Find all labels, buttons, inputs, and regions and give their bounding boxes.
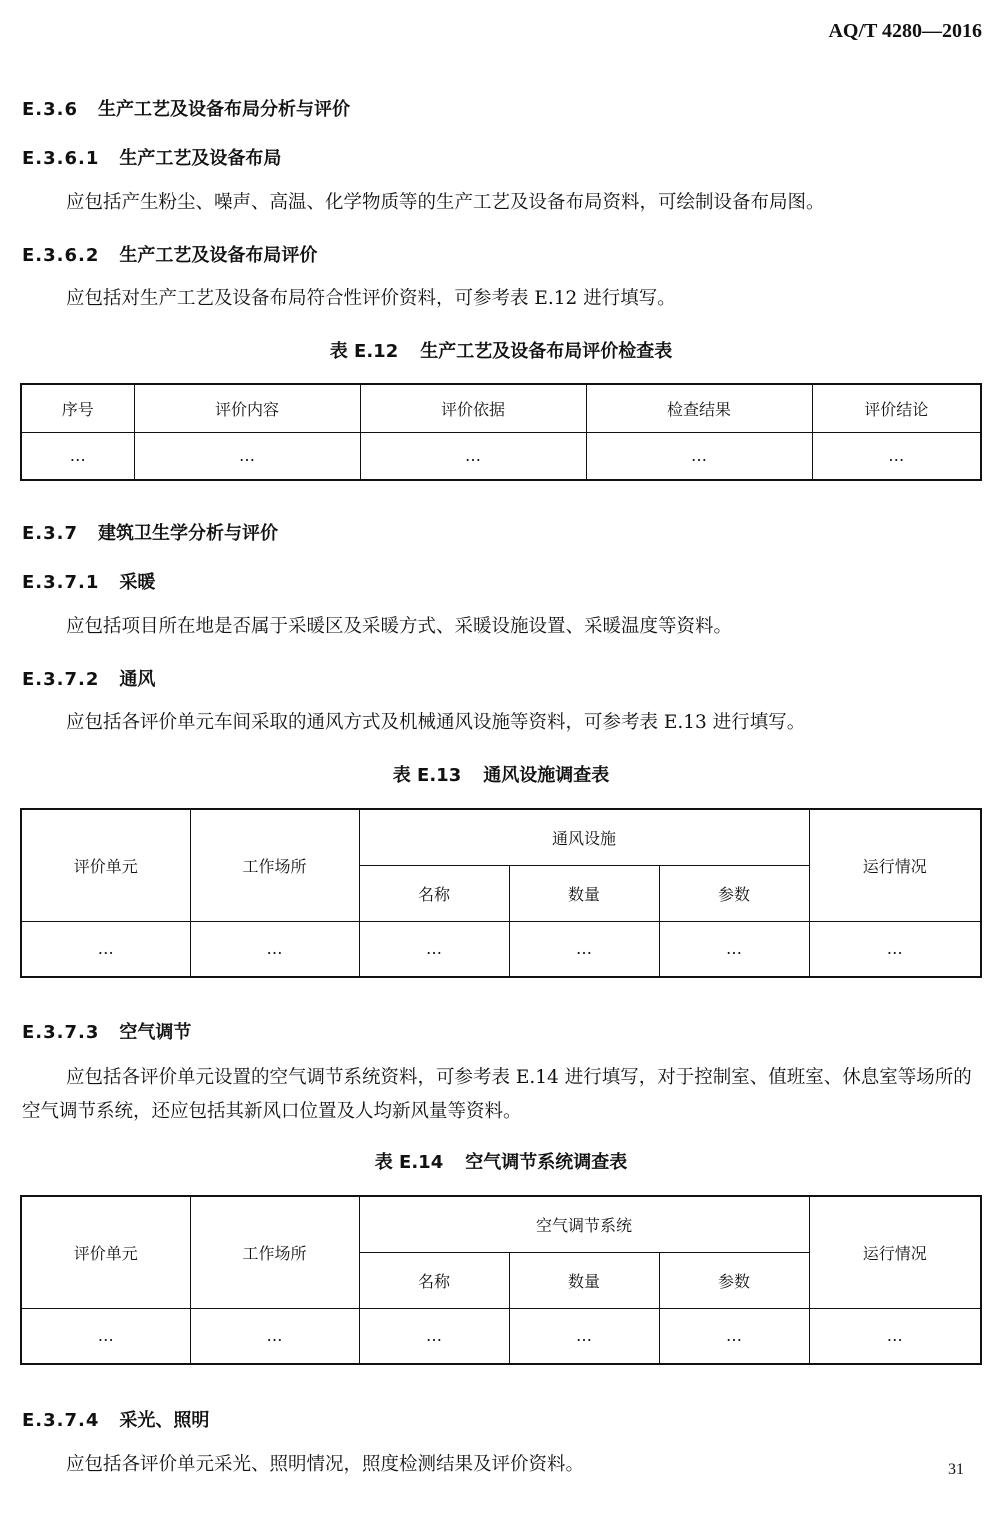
table-cell: …: [659, 921, 809, 977]
header-cell: 工作场所: [190, 1196, 359, 1308]
section-title: 建筑卫生学分析与评价: [98, 523, 279, 544]
header-cell: 评价结论: [812, 384, 981, 432]
section-number: E.3.6.1: [22, 148, 100, 169]
paragraph-e374: 应包括各评价单元采光、照明情况，照度检测结果及评价资料。: [66, 1454, 585, 1475]
header-cell: 空气调节系统: [359, 1196, 809, 1252]
table-number: 表 E.12: [329, 341, 399, 362]
header-cell: 通风设施: [359, 809, 809, 865]
section-heading-e361: [22, 144, 281, 170]
header-cell: 参数: [659, 1252, 809, 1308]
paragraph-e372: 应包括各评价单元车间采取的通风方式及机械通风设施等资料，可参考表 E.13 进行填写。: [66, 712, 806, 733]
section-heading-e374: [22, 1406, 209, 1432]
header-cell: 评价依据: [360, 384, 586, 432]
table-header-row: [21, 809, 981, 865]
section-number: E.3.7.4: [22, 1410, 100, 1431]
table-caption-e14: [0, 1148, 1002, 1174]
section-heading-e371: [22, 568, 155, 594]
table-row: [21, 921, 981, 977]
table-title: 通风设施调查表: [483, 765, 610, 786]
paragraph-e373: 应包括各评价单元设置的空气调节系统资料，可参考表 E.14 进行填写，对于控制室、值班室、休息室等场所的空气调节系统，还应包括其新风口位置及人均新风量等资料。: [22, 1067, 972, 1122]
section-heading-e37: [22, 519, 278, 545]
table-number: 表 E.13: [392, 765, 462, 786]
section-title: 生产工艺及设备布局: [119, 148, 282, 169]
paragraph-e362: 应包括对生产工艺及设备布局符合性评价资料，可参考表 E.12 进行填写。: [66, 288, 676, 309]
table-number: 表 E.14: [374, 1152, 444, 1173]
table-header-row: [21, 1196, 981, 1252]
table-caption-e12: [0, 337, 1002, 363]
table-cell: …: [812, 432, 981, 480]
table-row: [21, 1308, 981, 1364]
section-heading-e373: [22, 1018, 191, 1044]
table-header-row: [21, 384, 981, 432]
table-cell: …: [586, 432, 812, 480]
section-number: E.3.6: [22, 99, 79, 120]
table-e14: [20, 1195, 982, 1365]
table-e13: [20, 808, 982, 978]
table-cell: …: [359, 921, 509, 977]
table-cell: …: [359, 1308, 509, 1364]
table-cell: …: [509, 921, 659, 977]
table-cell: …: [809, 1308, 981, 1364]
section-title: 空气调节: [119, 1022, 192, 1043]
section-heading-e36: [22, 95, 350, 121]
table-caption-e13: [0, 761, 1002, 787]
table-cell: …: [360, 432, 586, 480]
table-cell: …: [21, 1308, 190, 1364]
table-title: 生产工艺及设备布局评价检查表: [420, 341, 673, 362]
header-cell: 数量: [509, 1252, 659, 1308]
section-heading-e362: [22, 241, 317, 267]
header-cell: 运行情况: [809, 809, 981, 921]
header-cell: 评价单元: [21, 1196, 190, 1308]
table-e12: [20, 383, 982, 481]
header-cell: 名称: [359, 865, 509, 921]
header-cell: 工作场所: [190, 809, 359, 921]
section-number: E.3.7.1: [22, 572, 100, 593]
table-cell: …: [21, 921, 190, 977]
table-cell: …: [21, 432, 134, 480]
table-cell: …: [134, 432, 360, 480]
header-cell: 参数: [659, 865, 809, 921]
table-cell: …: [659, 1308, 809, 1364]
section-title: 采暖: [119, 572, 156, 593]
header-cell: 评价内容: [134, 384, 360, 432]
section-title: 通风: [119, 669, 156, 690]
paragraph-e371: 应包括项目所在地是否属于采暖区及采暖方式、采暖设施设置、采暖温度等资料。: [66, 616, 733, 637]
section-number: E.3.7.3: [22, 1022, 100, 1043]
table-cell: …: [809, 921, 981, 977]
header-cell: 名称: [359, 1252, 509, 1308]
header-cell: 运行情况: [809, 1196, 981, 1308]
header-cell: 检查结果: [586, 384, 812, 432]
table-title: 空气调节系统调查表: [465, 1152, 628, 1173]
header-cell: 序号: [21, 384, 134, 432]
table-row: [21, 432, 981, 480]
table-cell: …: [190, 921, 359, 977]
table-cell: …: [190, 1308, 359, 1364]
section-title: 生产工艺及设备布局评价: [119, 245, 318, 266]
standard-code: AQ/T 4280—2016: [828, 20, 982, 42]
section-title: 生产工艺及设备布局分析与评价: [98, 99, 351, 120]
section-number: E.3.6.2: [22, 245, 100, 266]
section-heading-e372: [22, 665, 155, 691]
table-cell: …: [509, 1308, 659, 1364]
section-number: E.3.7: [22, 523, 79, 544]
page-number: 31: [948, 1461, 964, 1478]
header-cell: 数量: [509, 865, 659, 921]
section-title: 采光、照明: [119, 1410, 210, 1431]
paragraph-e361: 应包括产生粉尘、噪声、高温、化学物质等的生产工艺及设备布局资料，可绘制设备布局图。: [66, 192, 825, 213]
header-cell: 评价单元: [21, 809, 190, 921]
section-number: E.3.7.2: [22, 669, 100, 690]
